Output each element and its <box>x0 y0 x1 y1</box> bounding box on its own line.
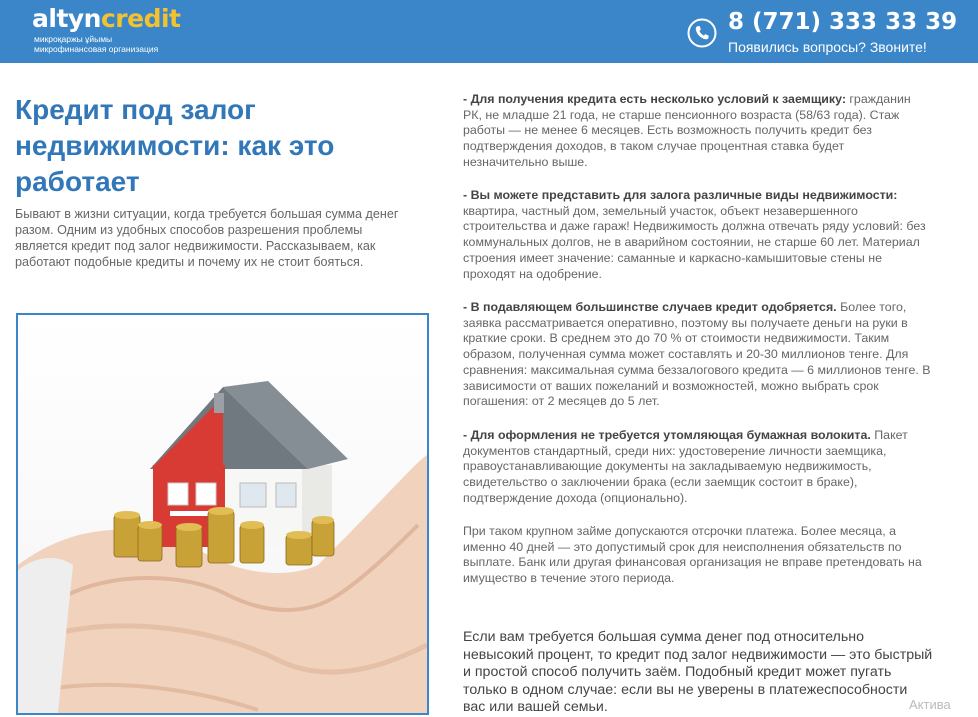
approval-text: Более того, заявка рассматривается оперативно, поэтому вы получаете деньги на руки в краткие сроки. В среднем это до 70 % от стоимости недвижимости. Таким образом, полученная сумма может составлять и 20-30 миллионов тенге. Для сравнения: максимальная сумма беззалогового кредита — 6 миллионов тенге. В зависимости от ваших пожеланий и возможностей, можно выбрать срок погашения: от 2 месяцев до 5 лет. <box>463 300 931 409</box>
logo[interactable] <box>32 4 181 34</box>
property-types-bold: - Вы можете представить для залога различные виды недвижимости: <box>463 188 898 202</box>
activation-watermark: Актива <box>909 697 951 712</box>
approval-paragraph <box>463 300 933 410</box>
logo-subtitle-ru: микрофинансовая организация <box>34 44 159 54</box>
deferral-paragraph <box>463 524 933 587</box>
house-on-hands-illustration <box>18 315 427 713</box>
conclusion-paragraph: Если вам требуется большая сумма денег под относительно невысокий процент, то кредит под залог недвижимости — это быстрый и простой способ получить заём. Подобный кредит может пугать только в одном случае: если вы не уверены в платежеспособности вас или вашей семьи. <box>463 629 933 716</box>
documents-text: Пакет документов стандартный, среди них: удостоверение личности заемщика, правоустанавливающие документы на закладываемую недвижимость, свидетельство о заключении брака (если заемщик состоит в браке), подтверждение дохода (опционально). <box>463 428 908 505</box>
logo-accent: credit <box>100 4 181 33</box>
approval-bold: - В подавляющем большинстве случаев кредит одобряется. <box>463 300 837 314</box>
documents-bold: - Для оформления не требуется утомляющая бумажная волокита. <box>463 428 871 442</box>
logo-main: altyn <box>32 4 101 33</box>
logo-subtitle-kz: микроқаржы ұйымы <box>34 34 113 44</box>
property-types-paragraph <box>463 188 933 282</box>
conditions-text: гражданин РК, не младше 21 года, не старше пенсионного возраста (58/63 года). Стаж работы — не менее 6 месяцев. Есть возможность получить кредит без подтверждения доходов, в таком случае процентная ставка будет незначительно выше. <box>463 92 911 169</box>
phone-number[interactable]: 8 (771) 333 33 39 <box>728 9 958 35</box>
page-title: Кредит под залог недвижимости: как это работает <box>15 94 335 197</box>
documents-paragraph <box>463 428 933 507</box>
conditions-paragraph <box>463 92 933 171</box>
phone-icon[interactable] <box>687 18 717 48</box>
hero-image <box>16 313 429 715</box>
conditions-bold: - Для получения кредита есть несколько условий к заемщику: <box>463 92 846 106</box>
intro-text: Бывают в жизни ситуации, когда требуется большая сумма денег разом. Одним из удобных способов разрешения проблемы является кредит под залог недвижимости. Рассказываем, как работают подобные кредиты и почему их не стоит бояться. <box>15 207 399 269</box>
phone-caption: Появились вопросы? Звоните! <box>728 39 927 55</box>
site-header <box>0 0 978 63</box>
property-types-text: квартира, частный дом, земельный участок, объект незавершенного строительства и даже гараж! Недвижимость должна отвечать ряду условий: без коммунальных долгов, не в аварийном состоянии, не старше 60 лет. Материал строения имеет значение: саманные и каркасно-камышитовые стены не проходят на одобрение. <box>463 203 926 281</box>
deferral-text: При таком крупном займе допускаются отсрочки платежа. Более месяца, а именно 40 дней — это допустимый срок для неисполнения обязательств по выплате. Банк или другая финансовая организация не вправе претендовать на имущество в течение этого периода. <box>463 524 922 586</box>
